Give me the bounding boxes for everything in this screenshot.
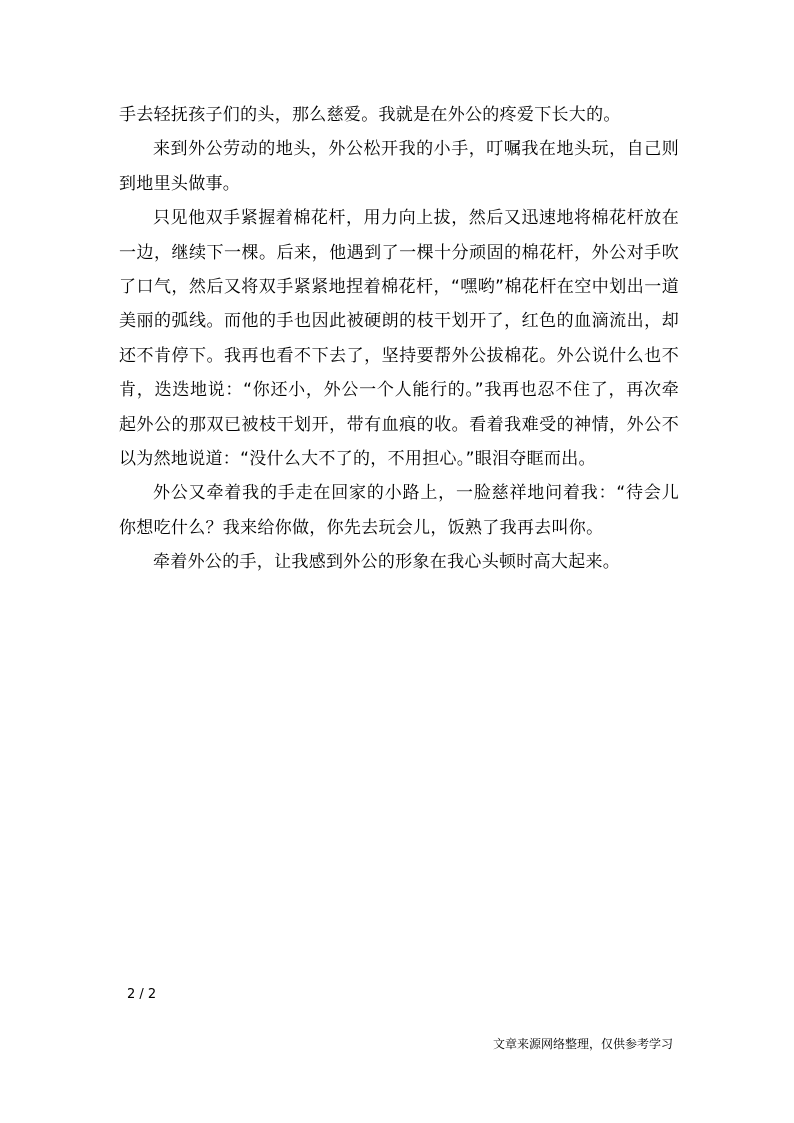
- paragraph-2: 来到外公劳动的地头，外公松开我的小手，叮嘱我在地头玩，自己则到地里头做事。: [119, 139, 679, 194]
- paragraph-3: 只见他双手紧握着棉花杆，用力向上拔，然后又迅速地将棉花杆放在一边，继续下一棵。后来，他遇到了一棵十分顽固的棉花杆，外公对手吹了口气，然后又将双手紧紧地捏着棉花杆，“嘿哟”棉花杆在空中划出一道美丽的弧线。而他的手也因此被硬朗的枝干划开了，红色的血滴流出，却还不肯停下。我再也看不下去了，坚持要帮外公拔棉花。外公说什么也不肯，迭迭地说：“你还小，外公一个人能行的。”我再也忍不住了，再次牵起外公的那双已被枝干划开，带有血痕的收。看着我难受的神情，外公不以为然地说道：“没什么大不了的，不用担心。”眼泪夺眶而出。: [119, 208, 679, 470]
- source-note: 文章来源网络整理，仅供参考学习: [493, 1037, 674, 1051]
- paragraph-5: 牵着外公的手，让我感到外公的形象在我心头顿时高大起来。: [153, 552, 621, 573]
- paragraph-4: 外公又牵着我的手走在回家的小路上，一脸慈祥地问着我：“待会儿你想吃什么？我来给你做，你先去玩会儿，饭熟了我再去叫你。: [119, 483, 679, 538]
- page-number: 2 / 2: [127, 987, 157, 1002]
- document-body: [119, 98, 679, 580]
- paragraph-1: 手去轻抚孩子们的头，那么慈爱。我就是在外公的疼爱下长大的。: [119, 105, 621, 125]
